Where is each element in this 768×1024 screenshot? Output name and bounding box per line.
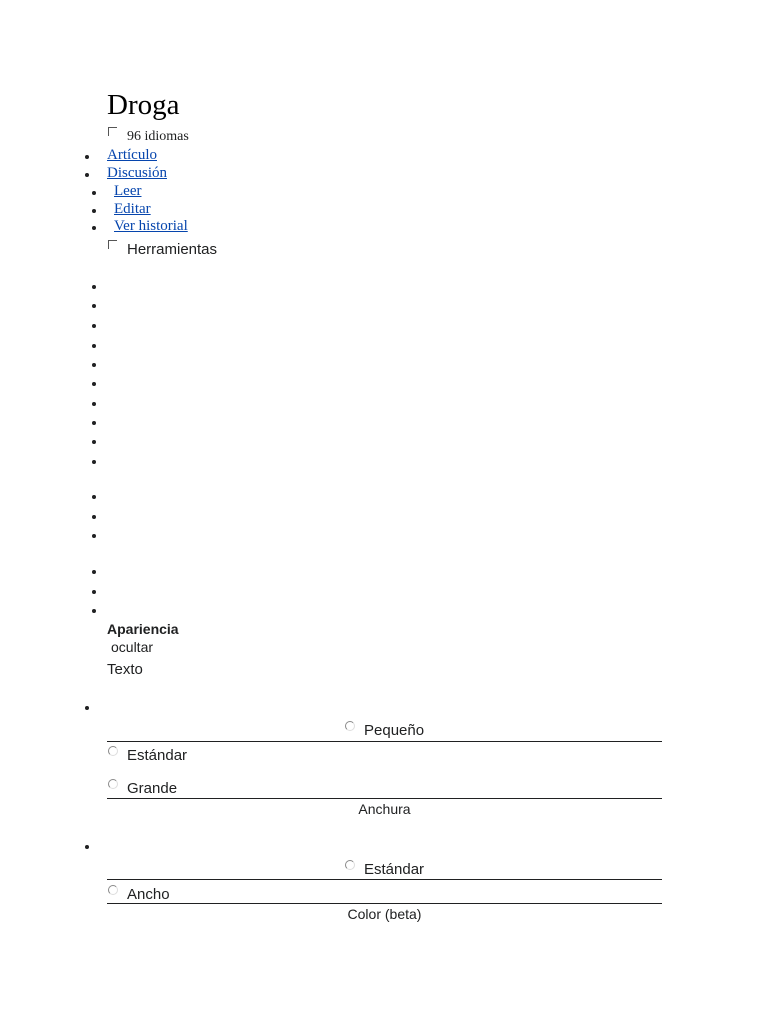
tab-edit[interactable]: Editar [114, 201, 151, 217]
text-standard-label[interactable]: Estándar [127, 747, 188, 764]
page-title: Droga [107, 89, 180, 121]
list-bullet [92, 344, 96, 348]
languages-checkbox[interactable] [108, 127, 117, 136]
list-bullet [92, 570, 96, 574]
appearance-heading: Apariencia [107, 621, 179, 637]
width-wide-label[interactable]: Ancho [127, 886, 170, 903]
list-bullet [92, 363, 96, 367]
tab-history[interactable]: Ver historial [114, 218, 188, 234]
hide-appearance-button[interactable]: ocultar [111, 639, 154, 655]
radio-text-small[interactable] [345, 721, 355, 731]
list-bullet [85, 706, 89, 710]
divider [107, 879, 662, 880]
text-large-label[interactable]: Grande [127, 780, 178, 797]
list-bullet [85, 173, 89, 177]
list-bullet [92, 515, 96, 519]
tab-discussion[interactable]: Discusión [107, 165, 167, 181]
list-bullet [92, 590, 96, 594]
list-bullet [92, 534, 96, 538]
divider [107, 741, 662, 742]
text-small-label[interactable]: Pequeño [364, 722, 425, 739]
tools-checkbox[interactable] [108, 240, 117, 249]
width-standard-label[interactable]: Estándar [364, 861, 425, 878]
list-bullet [85, 845, 89, 849]
list-bullet [85, 155, 89, 159]
list-bullet [92, 191, 96, 195]
list-bullet [92, 495, 96, 499]
radio-width-wide[interactable] [108, 885, 118, 895]
divider [107, 903, 662, 904]
list-bullet [92, 304, 96, 308]
list-bullet [92, 460, 96, 464]
list-bullet [92, 285, 96, 289]
tools-label[interactable]: Herramientas [127, 241, 218, 258]
list-bullet [92, 440, 96, 444]
list-bullet [92, 609, 96, 613]
radio-text-standard[interactable] [108, 746, 118, 756]
list-bullet [92, 324, 96, 328]
radio-width-standard[interactable] [345, 860, 355, 870]
width-label: Anchura [358, 801, 411, 817]
text-size-label: Texto [107, 661, 143, 678]
color-label: Color (beta) [347, 906, 422, 922]
list-bullet [92, 226, 96, 230]
list-bullet [92, 209, 96, 213]
list-bullet [92, 382, 96, 386]
languages-label[interactable]: 96 idiomas [127, 129, 189, 144]
tab-read[interactable]: Leer [114, 183, 142, 199]
list-bullet [92, 421, 96, 425]
radio-text-large[interactable] [108, 779, 118, 789]
divider [107, 798, 662, 799]
tab-article[interactable]: Artículo [107, 147, 157, 163]
list-bullet [92, 402, 96, 406]
